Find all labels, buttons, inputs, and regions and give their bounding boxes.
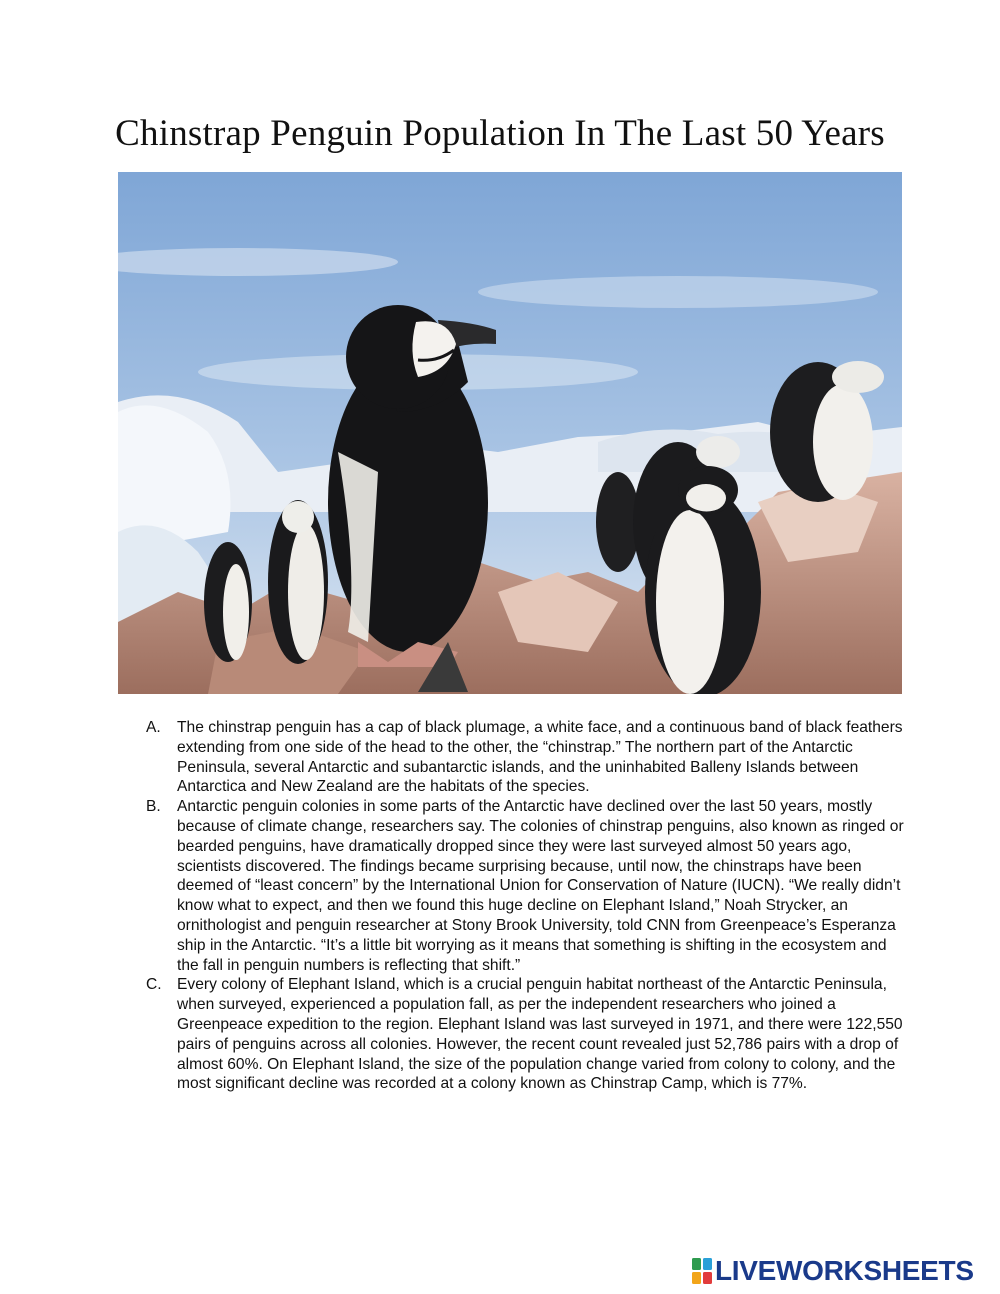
liveworksheets-logo[interactable] <box>692 1256 974 1286</box>
list-marker: C. <box>146 976 162 994</box>
list-item <box>146 975 906 1094</box>
paragraph-list <box>146 718 906 1094</box>
page-title: Chinstrap Penguin Population In The Last 50 Years <box>115 113 885 154</box>
list-item <box>146 797 906 975</box>
list-marker: B. <box>146 798 161 816</box>
list-item-text: Antarctic penguin colonies in some parts of the Antarctic have declined over the last 50 years, mostly because of climate change, researchers say. The colonies of chinstrap penguins, also known as ringed or bearded penguins, have dramatically dropped since they were last surveyed almost 50 years ago, scientists discovered. The findings became surprising because, until now, the chinstraps have been deemed of “least concern” by the International Union for Conservation of Nature (IUCN). “We really didn’t know what to expect, and then we found this huge decline on Elephant Island,” Noah Strycker, an ornithologist and penguin researcher at Stony Brook University, told CNN from Greenpeace’s Esperanza ship in the Antarctic. “It’s a little bit worrying as it means that something is shifting in the ecosystem and the fall in penguin numbers is reflecting that shift.” <box>177 798 904 974</box>
penguin-photo <box>118 172 902 694</box>
list-item-text: The chinstrap penguin has a cap of black plumage, a white face, and a continuous band of black feathers extending from one side of the head to the other, the “chinstrap.” The northern part of the Antarctic Peninsula, several Antarctic and subantarctic islands, and the uninhabited Balleny Islands between Antarctica and New Zealand are the habitats of the species. <box>177 719 903 796</box>
list-marker: A. <box>146 719 161 736</box>
list-item <box>146 718 906 797</box>
list-item-text: Every colony of Elephant Island, which is a crucial penguin habitat northeast of the Antarctic Peninsula, when surveyed, experienced a population fall, as per the independent researchers who joined a Greenpeace expedition to the region. Elephant Island was last surveyed in 1971, and there were 122,550 pairs of penguins across all colonies. However, the recent count revealed just 52,786 pairs with a drop of almost 60%. On Elephant Island, the size of the population change varied from colony to colony, and the most significant decline was recorded at a colony known as Chinstrap Camp, which is 77%. <box>177 976 903 1093</box>
liveworksheets-logo-icon <box>692 1258 712 1284</box>
brand-name: LIVEWORKSHEETS <box>715 1255 974 1286</box>
